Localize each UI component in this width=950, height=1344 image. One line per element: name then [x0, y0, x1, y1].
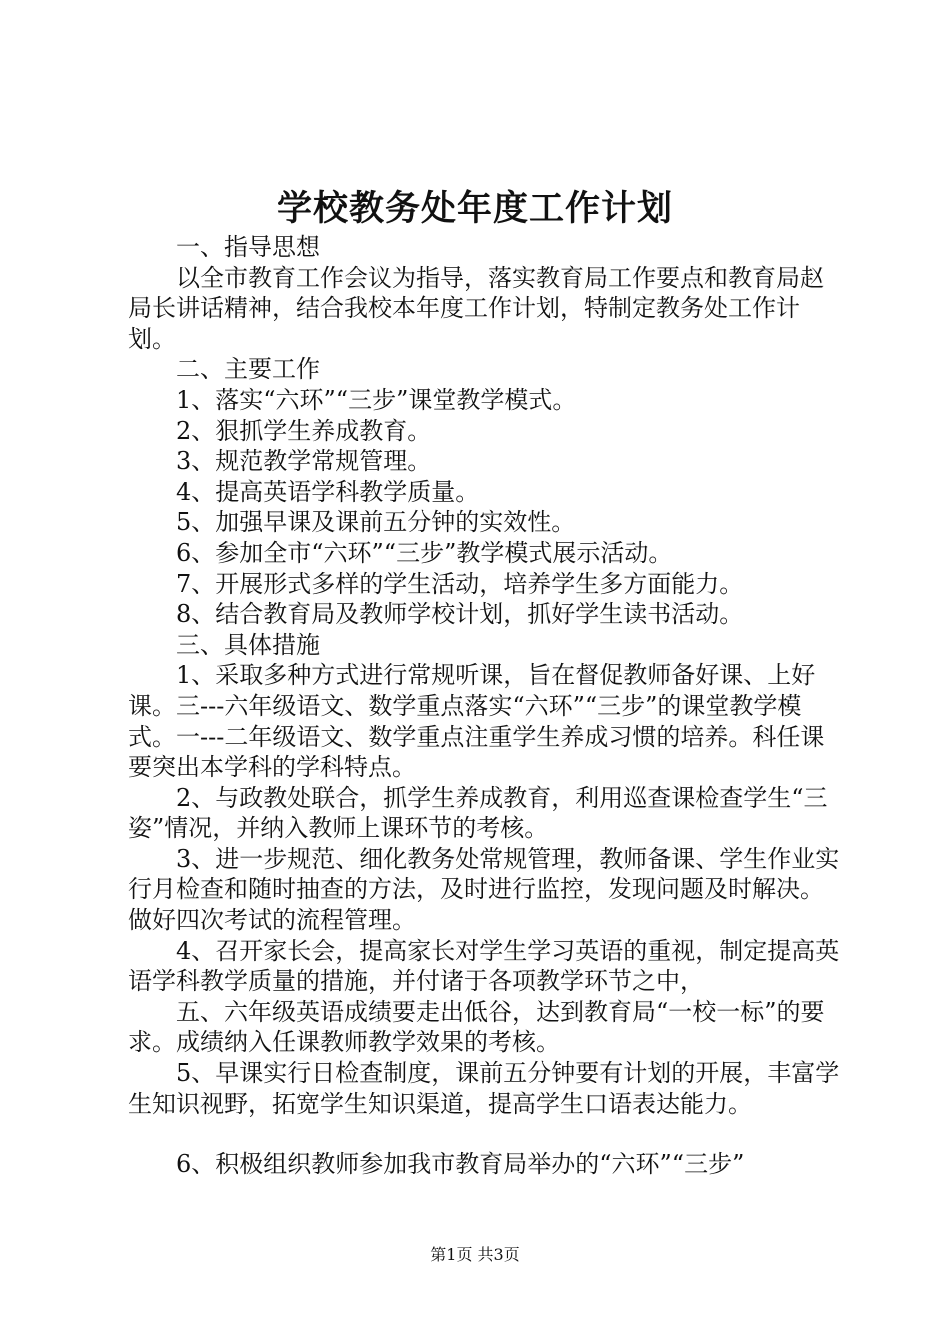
body-paragraph: 3、进一步规范、细化教务处常规管理，教师备课、学生作业实行月检查和随时抽查的方法，及时进行监控，发现问题及时解决。做好四次考试的流程管理。 [128, 844, 840, 935]
body-paragraph: 2、与政教处联合，抓学生养成教育，利用巡查课检查学生“三姿”情况，并纳入教师上课环节的考核。 [128, 783, 828, 843]
section-heading: 一、指导思想 [176, 233, 320, 261]
paragraph-spacer [128, 1119, 840, 1149]
page-footer: 第1页 共3页 [430, 1245, 520, 1264]
list-item: 6、参加全市“六环”“三步”教学模式展示活动。 [176, 538, 673, 567]
section-heading: 二、主要工作 [176, 355, 320, 384]
body-paragraph: 1、采取多种方式进行常规听课，旨在督促教师备好课、上好课。三---六年级语文、数学重点落实“六环”“三步”的课堂教学模式。一---二年级语文、数学重点注重学生养成习惯的培养。科任课要突出本学科的学科特点。 [128, 661, 825, 782]
document-body [128, 232, 840, 1180]
body-paragraph: 五、六年级英语成绩要走出低谷，达到教育局“一校一标”的要求。成绩纳入任课教师教学效果的考核。 [128, 997, 825, 1057]
list-item: 2、狠抓学生养成教育。 [176, 416, 432, 445]
document-title: 学校教务处年度工作计划 [276, 188, 673, 229]
body-paragraph: 5、早课实行日检查制度，课前五分钟要有计划的开展，丰富学生知识视野，拓宽学生知识渠道，提高学生口语表达能力。 [128, 1059, 840, 1118]
section-heading: 三、具体措施 [176, 630, 320, 659]
list-item: 1、落实“六环”“三步”课堂教学模式。 [176, 385, 577, 414]
body-paragraph: 6、积极组织教师参加我市教育局举办的“六环”“三步” [176, 1150, 745, 1179]
list-item: 5、加强早课及课前五分钟的实效性。 [176, 508, 576, 537]
body-paragraph: 以全市教育工作会议为指导，落实教育局工作要点和教育局赵局长讲话精神，结合我校本年度工作计划，特制定教务处工作计划。 [128, 263, 824, 353]
body-paragraph: 4、召开家长会，提高家长对学生学习英语的重视，制定提高英语学科教学质量的措施，并付诸于各项教学环节之中， [128, 936, 840, 996]
list-item: 4、提高英语学科教学质量。 [176, 477, 480, 506]
list-item: 3、规范教学常规管理。 [176, 447, 432, 476]
list-item: 8、结合教育局及教师学校计划，抓好学生读书活动。 [176, 600, 744, 629]
list-item: 7、开展形式多样的学生活动，培养学生多方面能力。 [176, 569, 744, 598]
